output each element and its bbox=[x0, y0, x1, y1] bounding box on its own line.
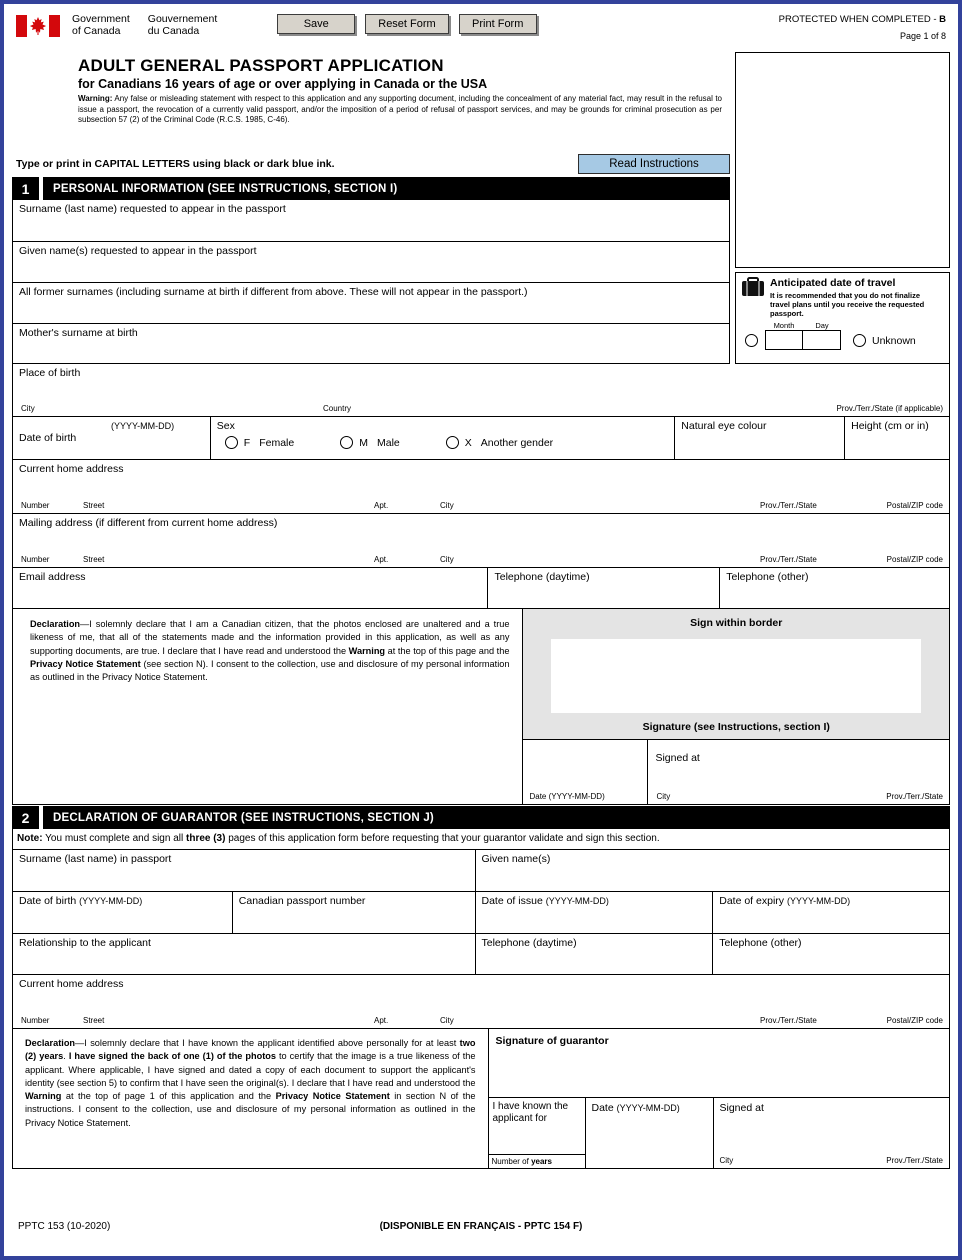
guarantor-surname-field bbox=[13, 850, 476, 891]
mail-street-label: Street bbox=[83, 555, 105, 564]
guarantor-city-label: City bbox=[440, 1016, 454, 1025]
guarantor-expiry-date-input[interactable] bbox=[715, 908, 947, 931]
section-2-number: 2 bbox=[12, 806, 39, 829]
travel-date-box bbox=[735, 272, 950, 364]
sex-label: Sex bbox=[216, 420, 235, 432]
guarantor-home-address-label: Current home address bbox=[19, 978, 124, 990]
height-label: Height (cm or in) bbox=[851, 420, 929, 432]
sign-within-border-box bbox=[523, 609, 949, 740]
guarantor-postal-label: Postal/ZIP code bbox=[886, 1016, 943, 1025]
print-form-button[interactable]: Print Form bbox=[459, 14, 537, 34]
travel-title: Anticipated date of travel bbox=[770, 277, 896, 289]
home-address-label: Current home address bbox=[19, 463, 124, 475]
right-column bbox=[735, 52, 950, 364]
guarantor-passport-number-label: Canadian passport number bbox=[238, 895, 366, 907]
guarantor-signature-field[interactable] bbox=[491, 1051, 948, 1095]
guarantor-given-field bbox=[476, 850, 951, 891]
place-of-birth-label: Place of birth bbox=[19, 367, 81, 379]
save-button[interactable]: Save bbox=[277, 14, 355, 34]
guarantor-home-address-input[interactable] bbox=[15, 991, 947, 1015]
title-block bbox=[12, 52, 730, 154]
guarantor-issue-date-label: Date of issue (YYYY-MM-DD) bbox=[481, 895, 609, 907]
signed-at-label: Signed at bbox=[655, 752, 700, 764]
travel-date-radio[interactable] bbox=[745, 334, 758, 347]
travel-date-controls bbox=[741, 321, 944, 350]
guarantor-given-label: Given name(s) bbox=[481, 853, 551, 865]
signature-column bbox=[523, 609, 950, 804]
contact-row bbox=[12, 568, 950, 609]
mailing-address-label: Mailing address (if different from current home address) bbox=[19, 517, 278, 529]
title-and-section1 bbox=[12, 52, 730, 364]
home-apt-label: Apt. bbox=[374, 501, 389, 510]
mail-number-label: Number bbox=[21, 555, 50, 564]
guarantor-dob-input[interactable] bbox=[15, 908, 230, 931]
warning-text: Warning: Any false or misleading statement with respect to this application and any supporting document, including the concealment of any material fact, may result in the refusal to issue a passport, the revocation of a currently valid passport, and/or the imposition of a period of refusal of passport services, and may be grounds for criminal prosecution as per subsection 57 (2) of the Criminal Code (R.C.S. 1985, C-46). bbox=[78, 94, 722, 125]
place-of-birth-input[interactable] bbox=[15, 380, 947, 403]
eye-colour-field bbox=[675, 417, 845, 459]
dob-format-label: (YYYY-MM-DD) bbox=[111, 421, 175, 431]
signed-date-label: Date (YYYY-MM-DD) bbox=[529, 792, 605, 801]
government-of-canada-brand bbox=[16, 14, 217, 37]
surname-field bbox=[12, 200, 730, 242]
height-field bbox=[845, 417, 950, 459]
former-surnames-field bbox=[12, 283, 730, 324]
mail-prov-label: Prov./Terr./State bbox=[760, 555, 817, 564]
month-label: Month bbox=[773, 321, 795, 330]
signed-at-row bbox=[523, 740, 949, 804]
sex-options bbox=[225, 436, 668, 449]
relationship-input[interactable] bbox=[15, 950, 473, 972]
known-years-input[interactable] bbox=[491, 1126, 583, 1153]
guarantor-issue-date-input[interactable] bbox=[478, 908, 711, 931]
mailing-address-input[interactable] bbox=[15, 530, 947, 554]
guarantor-expiry-date-field bbox=[713, 892, 950, 933]
guarantor-passport-number-field bbox=[233, 892, 476, 933]
travel-day-input[interactable] bbox=[803, 330, 841, 350]
telephone-other-label: Telephone (other) bbox=[726, 571, 809, 583]
guarantor-note: Note: You must complete and sign all three (3) pages of this application form before requesting that your guarantor validate and sign this section. bbox=[12, 829, 950, 850]
eye-colour-label: Natural eye colour bbox=[681, 420, 767, 432]
sex-field bbox=[211, 417, 675, 459]
protected-label: PROTECTED WHEN COMPLETED - B bbox=[778, 14, 946, 25]
home-city-label: City bbox=[440, 501, 454, 510]
given-names-input[interactable] bbox=[15, 258, 727, 280]
section-1-title: PERSONAL INFORMATION (SEE INSTRUCTIONS, SECTION I) bbox=[43, 177, 730, 200]
given-names-label: Given name(s) requested to appear in the passport bbox=[19, 245, 257, 257]
former-surnames-label: All former surnames (including surname at birth if different from above. These will not appear in the passport.) bbox=[19, 286, 528, 298]
signed-date-cell bbox=[523, 740, 648, 804]
signed-at-cell bbox=[648, 740, 949, 804]
pob-country-label: Country bbox=[323, 404, 352, 413]
photo-area bbox=[735, 52, 950, 268]
unknown-label: Unknown bbox=[872, 335, 916, 347]
telephone-other-field bbox=[720, 568, 950, 608]
dob-label: Date of birth bbox=[19, 432, 77, 444]
signed-city-label: City bbox=[656, 792, 671, 801]
applicant-declaration: Declaration—I solemnly declare that I am a Canadian citizen, that the photos enclosed are unaltered and a true likeness of me, that all of the statements made and the information provided in this application, as well as any supporting documents, are true. I declare that I have read and understood the Warning at the top of this page and the Privacy Notice Statement (see section N). I consent to the collection, use and disclosure of my personal information as outlined in the Privacy Notice Statement. bbox=[13, 609, 523, 804]
section-1-number: 1 bbox=[12, 177, 39, 200]
day-label: Day bbox=[815, 321, 829, 330]
guarantor-number-label: Number bbox=[21, 1016, 50, 1025]
section-2-title: DECLARATION OF GUARANTOR (SEE INSTRUCTIONS, SECTION J) bbox=[43, 806, 950, 829]
guarantor-passport-number-input[interactable] bbox=[235, 908, 473, 931]
gov-wordmark-en: Government of Canada bbox=[72, 13, 130, 37]
signed-date-input[interactable] bbox=[525, 744, 645, 791]
guarantor-passport-row bbox=[12, 892, 950, 934]
guarantor-contact-row bbox=[12, 934, 950, 975]
home-address-field bbox=[12, 460, 950, 514]
guarantor-given-input[interactable] bbox=[478, 866, 948, 889]
home-address-input[interactable] bbox=[15, 476, 947, 500]
sex-female-option: F Female bbox=[225, 436, 294, 449]
guarantor-telephone-other-input[interactable] bbox=[715, 950, 947, 972]
guarantor-dob-label: Date of birth (YYYY-MM-DD) bbox=[19, 895, 143, 907]
travel-note: It is recommended that you do not finalize travel plans until you receive the requested passport. bbox=[770, 291, 925, 318]
form-subtitle: for Canadians 16 years of age or over applying in Canada or the USA bbox=[78, 77, 488, 91]
mailing-address-field bbox=[12, 514, 950, 568]
section-1-header bbox=[12, 177, 730, 200]
guarantor-issue-date-field bbox=[476, 892, 714, 933]
mail-postal-label: Postal/ZIP code bbox=[886, 555, 943, 564]
email-label: Email address bbox=[19, 571, 86, 583]
guarantor-signed-at-label: Signed at bbox=[719, 1102, 764, 1114]
guarantor-signed-at-cell bbox=[714, 1098, 950, 1168]
telephone-daytime-label: Telephone (daytime) bbox=[494, 571, 590, 583]
type-instruction-line bbox=[12, 154, 730, 177]
capital-letters-note: Type or print in CAPITAL LETTERS using black or dark blue ink. bbox=[16, 158, 335, 170]
telephone-daytime-field bbox=[488, 568, 720, 608]
guarantor-telephone-daytime-label: Telephone (daytime) bbox=[481, 937, 577, 949]
signature-caption: Signature (see Instructions, section I) bbox=[642, 721, 830, 733]
page-header bbox=[12, 8, 950, 52]
guarantor-declaration: Declaration—I solemnly declare that I have known the applicant identified above personally for at least two (2) years. I have signed the back of one (1) of the photos to certify that the image is a true likeness of the applicant. Where applicable, I have signed and dated a copy of each document to support the applicant's identity (see section 5) to confirm that I have seen the original(s). I declare that I have read and understood the Warning at the top of page 1 of this application and the Privacy Notice Statement in section N of the instructions. I consent to the collection, use and disclosure of my personal information as outlined in the Privacy Notice Statement. bbox=[13, 1029, 489, 1168]
height-input[interactable] bbox=[847, 433, 947, 457]
guarantor-street-label: Street bbox=[83, 1016, 105, 1025]
sex-male-radio[interactable] bbox=[340, 436, 353, 449]
mother-surname-field bbox=[12, 324, 730, 364]
sex-another-gender-option: X Another gender bbox=[446, 436, 553, 449]
guarantor-telephone-other-field bbox=[713, 934, 950, 974]
dob-sex-row bbox=[12, 417, 950, 460]
given-names-field bbox=[12, 242, 730, 283]
applicant-signature-field[interactable] bbox=[551, 639, 921, 713]
signed-city-input[interactable] bbox=[650, 768, 947, 791]
mother-surname-input[interactable] bbox=[15, 340, 727, 361]
guarantor-signed-date-input[interactable] bbox=[588, 1114, 711, 1166]
telephone-other-input[interactable] bbox=[722, 584, 947, 606]
home-postal-label: Postal/ZIP code bbox=[886, 501, 943, 510]
header-right bbox=[779, 14, 946, 41]
guarantor-expiry-date-label: Date of expiry (YYYY-MM-DD) bbox=[719, 895, 851, 907]
gov-wordmark-fr: Gouvernement du Canada bbox=[147, 13, 218, 37]
section-2-header bbox=[12, 806, 950, 829]
mail-apt-label: Apt. bbox=[374, 555, 389, 564]
signed-prov-label: Prov./Terr./State bbox=[886, 792, 943, 801]
guarantor-surname-label: Surname (last name) in passport bbox=[19, 853, 172, 865]
former-surnames-input[interactable] bbox=[15, 299, 727, 321]
dob-field bbox=[13, 417, 211, 459]
home-street-label: Street bbox=[83, 501, 105, 510]
sex-male-option: M Male bbox=[340, 436, 400, 449]
home-number-label: Number bbox=[21, 501, 50, 510]
sign-within-border-label: Sign within border bbox=[690, 617, 783, 629]
travel-day-group bbox=[803, 321, 841, 350]
guarantor-name-row bbox=[12, 850, 950, 892]
read-instructions-button[interactable]: Read Instructions bbox=[578, 154, 730, 174]
canada-flag-icon bbox=[16, 15, 60, 37]
travel-date-header bbox=[741, 277, 944, 318]
top-area bbox=[12, 52, 950, 364]
mother-surname-label: Mother's surname at birth bbox=[19, 327, 138, 339]
guarantor-surname-input[interactable] bbox=[15, 866, 473, 889]
surname-label: Surname (last name) requested to appear in the passport bbox=[19, 203, 286, 215]
reset-form-button[interactable]: Reset Form bbox=[365, 14, 448, 34]
travel-month-input[interactable] bbox=[765, 330, 803, 350]
form-title: ADULT GENERAL PASSPORT APPLICATION bbox=[78, 56, 444, 75]
place-of-birth-field bbox=[12, 364, 950, 417]
guarantor-signed-date-cell bbox=[586, 1098, 714, 1168]
mail-city-label: City bbox=[440, 555, 454, 564]
guarantor-prov-label: Prov./Terr./State bbox=[760, 1016, 817, 1025]
relationship-field bbox=[13, 934, 476, 974]
surname-input[interactable] bbox=[15, 216, 727, 239]
declaration-signature-row bbox=[12, 609, 950, 805]
known-applicant-cell bbox=[489, 1098, 586, 1168]
guarantor-signed-row bbox=[489, 1098, 950, 1168]
page-indicator: Page 1 of 8 bbox=[899, 31, 946, 41]
travel-month-group bbox=[765, 321, 803, 350]
guarantor-home-address-field bbox=[12, 975, 950, 1029]
guarantor-signed-city-label: City bbox=[719, 1156, 734, 1165]
guarantor-signed-city-input[interactable] bbox=[716, 1114, 948, 1155]
number-of-years-label: Number of years bbox=[489, 1154, 585, 1168]
guarantor-dob-field bbox=[13, 892, 233, 933]
travel-unknown-radio[interactable] bbox=[853, 334, 866, 347]
eye-colour-input[interactable] bbox=[677, 433, 842, 457]
guarantor-apt-label: Apt. bbox=[374, 1016, 389, 1025]
relationship-label: Relationship to the applicant bbox=[19, 937, 151, 949]
page-footer bbox=[12, 1221, 950, 1235]
form-toolbar bbox=[277, 14, 536, 34]
guarantor-declaration-row bbox=[12, 1029, 950, 1169]
home-prov-label: Prov./Terr./State bbox=[760, 501, 817, 510]
guarantor-signed-date-label: Date (YYYY-MM-DD) bbox=[591, 1102, 680, 1114]
guarantor-signed-prov-label: Prov./Terr./State bbox=[886, 1156, 943, 1165]
french-version-label: (DISPONIBLE EN FRANÇAIS - PPTC 154 F) bbox=[379, 1221, 583, 1232]
telephone-daytime-input[interactable] bbox=[490, 584, 717, 606]
guarantor-telephone-other-label: Telephone (other) bbox=[719, 937, 802, 949]
dob-input[interactable] bbox=[15, 447, 208, 457]
guarantor-telephone-daytime-input[interactable] bbox=[478, 950, 711, 972]
guarantor-signature-area bbox=[489, 1029, 950, 1098]
suitcase-icon bbox=[741, 277, 765, 297]
guarantor-telephone-daytime-field bbox=[476, 934, 714, 974]
email-field bbox=[13, 568, 488, 608]
guarantor-signature-column bbox=[489, 1029, 951, 1168]
pob-city-label: City bbox=[21, 404, 35, 413]
sex-another-gender-radio[interactable] bbox=[446, 436, 459, 449]
known-applicant-label: I have known the applicant for bbox=[492, 1101, 569, 1124]
sex-female-radio[interactable] bbox=[225, 436, 238, 449]
form-number-label: PPTC 153 (10-2020) bbox=[18, 1221, 111, 1232]
guarantor-signature-label: Signature of guarantor bbox=[495, 1035, 609, 1047]
pob-prov-label: Prov./Terr./State (if applicable) bbox=[836, 404, 943, 413]
email-input[interactable] bbox=[15, 584, 485, 606]
